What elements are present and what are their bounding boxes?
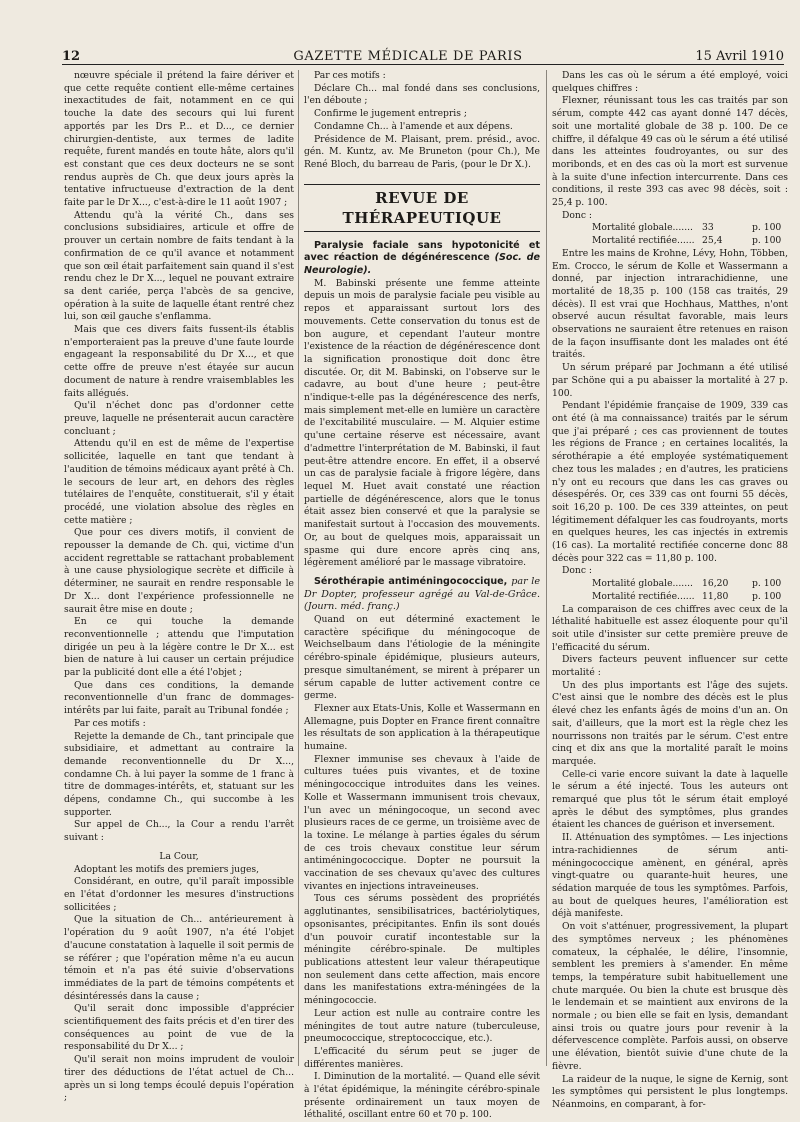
paragraph: Attendu qu'à la vérité Ch., dans ses conclusions subsidiaires, articule et offre de prouver un certain nombre de faits tendant à la confirmation de ce qu'il avance et notamment que son œil était parfaitement sain quand il s'est rendu chez le Dr X..., lequel ne pouvant extraire sa dent cariée, perça l'abcès de sa gencive, opération à la suite de laquelle étant rentré chez lui, son œil gauche s'enflamma.	[64, 209, 294, 323]
paragraph: Qu'il n'échet donc pas d'ordonner cette preuve, laquelle ne présenterait aucun caractère concluant ;	[64, 400, 294, 437]
paragraph: Considérant, en outre, qu'il paraît impossible en l'état d'ordonner les mesures d'instructions sollicitées ;	[64, 876, 294, 913]
paragraph: nœuvre spéciale il prétend la faire dériver et que cette requête contient elle-même certaines inexactitudes de fait, notamment en ce qui touche la date des secours qui lui furent apportés par les Drs P... et D..., ce dernier chirurgien-dentiste, aux termes de ladite requête, furent mandés en toute hâte, alors qu'il est constant que ces deux docteurs ne se sont rendus auprès de Ch. que deux jours après la tentative infructueuse d'extraction de la dent faite par le Dr X..., c'est-à-dire le 11 août 1907 ;	[64, 70, 294, 209]
paragraph: M. Babinski présente une femme atteinte depuis un mois de paralysie faciale peu visible au repos et apparaissant surtout lors des mouvements. Cette conservation du tonus est de bon augure, et cependant l'auteur montre l'existence de la réaction de dégénérescence dont la signification pronostique doit donc être discutée. Or, dit M. Babinski, on l'observe sur le cadavre, au bout d'une heure ; peut-être n'indique-t-elle pas la dégénérescence des nerfs, mais simplement met-elle en lumière un caractère de l'excitabilité musculaire. — M. Alquier estime qu'une certaine réserve est nécessaire, avant d'admettre l'interprétation de M. Babinski, il faut peut-être attendre encore. En effet, il a observé un cas de paralysie faciale à frigore légère, dans lequel M. Huet avait constaté une réaction partielle de dégénérescence, alors que le tonus était assez bien conservé et que la paralysie se manifestait surtout à l'occasion des mouvements. Or, au bout de quelques mois, apparaissait un spasme qui dure encore après cinq ans, légèrement amélioré par le massage vibratoire.	[304, 277, 540, 569]
section-title: REVUE DE THÉRAPEUTIQUE	[304, 184, 540, 232]
column-divider	[546, 70, 547, 1066]
stat-label: Mortalité rectifiée......	[592, 235, 695, 247]
paragraph: Dans les cas où le sérum a été employé, voici quelques chiffres :	[552, 70, 788, 94]
stat-row	[552, 222, 788, 235]
article-body	[304, 614, 540, 1122]
paragraph: Présidence de M. Plaisant, prem. présid., avoc. gén. M. Kuntz, av. Me Bruneton (pour Ch.), Me René Bloch, du barreau de Paris, (pour le Dr X.).	[304, 133, 540, 170]
paragraph: Sur appel de Ch..., la Cour a rendu l'arrêt suivant :	[64, 819, 294, 844]
paragraph: Déclare Ch... mal fondé dans ses conclusions, l'en déboute ;	[304, 82, 540, 107]
article-title	[304, 576, 540, 614]
paragraph: Donc :	[562, 565, 592, 577]
column-2	[304, 70, 540, 1122]
column-divider	[298, 70, 299, 1066]
paragraph: Condamne Ch... à l'amende et aux dépens.	[314, 120, 513, 132]
stats-table	[552, 222, 788, 247]
paragraph: Un des plus importants est l'âge des sujets. C'est ainsi que le nombre des décès est le plus élevé chez les enfants âgés de moins d'un an. On sait, d'ailleurs, que la mort est la règle chez les nourrissons non traités par le sérum. C'est entre cinq et dix ans que la mortalité paraît le moins marquée.	[552, 679, 788, 767]
paragraph: Par ces motifs :	[74, 717, 146, 729]
stat-value: 11,80	[702, 590, 729, 602]
stats-table	[552, 578, 788, 603]
paragraph: La Cour,	[159, 850, 199, 862]
paragraph: Que la situation de Ch... antérieurement à l'opération du 9 août 1907, n'a été l'objet d'aucune constatation à laquelle il soit permis de se référer ; que l'opération même n'a eu aucun témoin et n'a pas été suivie d'observations immédiates de la part de témoins compétents et désintéressés dans la cause ;	[64, 914, 294, 1002]
stat-unit: p. 100	[752, 235, 782, 247]
paragraph: Flexner, réunissant tous les cas traités par son sérum, compte 442 cas ayant donné 147 décès, soit une mortalité globale de 38 p. 100. De ce chiffre, il défalque 49 cas où le sérum a été utilisé dans les atteintes foudroyantes, ou sur des moribonds, et en des cas où la mort est survenue à la suite d'une infection intercurrente. Dans ces conditions, il reste 393 cas avec 98 décès, soit : 25,4 p. 100.	[552, 95, 788, 209]
paragraph: Flexner aux Etats-Unis, Kolle et Wassermann en Allemagne, puis Dopter en France firent connaître les résultats de son application à la thérapeutique humaine.	[304, 702, 540, 753]
paragraph: En ce qui touche la demande reconventionnelle ; attendu que l'imputation dirigée un peu à la légère contre le Dr X... est bien de nature à lui causer un certain préjudice par la publicité dont elle a été l'objet ;	[64, 616, 294, 679]
stat-value: 25,4	[702, 235, 723, 247]
paragraph: Mais que ces divers faits fussent-ils établis n'emporteraient pas la preuve d'une faute lourde engageant la responsabilité du Dr X..., et que cette offre de preuve n'est étayée sur aucun document de nature à rendre vraisemblables les faits allégués.	[64, 324, 294, 399]
stat-row	[552, 591, 788, 604]
paragraph: Tous ces sérums possèdent des propriétés agglutinantes, sensibilisatrices, bactériolytiques, opsonisantes, précipitantes. Enfin ils sont doués d'un pouvoir curatif incontestable sur la méningite cérébro-spinale. De multiples publications attestent leur valeur thérapeutique non seulement dans cette affection, mais encore dans les manifestations extra-méningées de la méningococcie.	[304, 893, 540, 1007]
stat-label: Mortalité globale.......	[592, 578, 693, 590]
stat-unit: p. 100	[752, 590, 782, 602]
article-title-text: Paralysie faciale sans hypotonicité et avec réaction de dégénérescence	[304, 239, 540, 264]
paragraph: Pendant l'épidémie française de 1909, 339 cas ont été (à ma connaissance) traités par le sérum que j'ai préparé ; ces cas proviennent de toutes les régions de France ; en certaines localités, la sérothérapie a été employée systématiquement chez tous les malades ; en d'autres, les praticiens n'y ont eu recours que dans les cas graves ou désespérés. Or, ces 339 cas ont fourni 55 décès, soit 16,20 p. 100. De ces 339 atteintes, on peut légitimement défalquer les cas foudroyants, morts en quelques heures, les cas injectés in extremis (16 cas). La mortalité rectifiée concerne donc 88 décès pour 322 cas = 11,80 p. 100.	[552, 400, 788, 564]
article-source: (Soc. de Neurologie).	[304, 252, 540, 277]
paragraph: Que dans ces conditions, la demande reconventionnelle d'un franc de dommages-intérêts par lui faite, paraît au Tribunal fondée ;	[64, 679, 294, 717]
paragraph: La raideur de la nuque, le signe de Kernig, sont les symptômes qui persistent le plus longtemps. Néanmoins, en comparant, à for-	[552, 1073, 788, 1110]
paragraph: Leur action est nulle au contraire contre les méningites de tout autre nature (tuberculeuse, pneumococcique, streptococcique, etc.).	[304, 1007, 540, 1045]
stat-unit: p. 100	[752, 578, 782, 590]
paragraph-group	[552, 604, 788, 1112]
article-title-text: Sérothérapie antiméningococcique,	[314, 575, 508, 587]
paragraph: Quand on eut déterminé exactement le caractère spécifique du méningocoque de Weichselbaum dans l'étiologie de la méningite cérébro-spinale épidémique, plusieurs auteurs, presque simultanément, se mirent à préparer un sérum capable de lutter activement contre ce germe.	[304, 614, 540, 702]
paragraph: Flexner immunise ses chevaux à l'aide de cultures tuées puis vivantes, et de toxine méningococcique introduites dans les veines. Kolle et Wassermann immunisent trois chevaux, l'un avec un méningocoque, un second avec plusieurs races de ce germe, un troisième avec de la toxine. Le mélange à parties égales du sérum de ces trois chevaux constitue leur sérum antiméningococcique. Dopter ne poursuit la vaccination de ses chevaux qu'avec des cultures vivantes en injections intraveineuses.	[304, 753, 540, 892]
column-3	[552, 70, 788, 1112]
paragraph-group	[552, 70, 788, 222]
paragraph: Un sérum préparé par Jochmann a été utilisé par Schöne qui a pu abaisser la mortalité à 27 p. 100.	[552, 362, 788, 399]
paragraph: Entre les mains de Krohne, Lévy, Hohn, Többen, Em. Crocco, le sérum de Kolle et Wassermann a donné, par injection intrarachidienne, une mortalité de 18,35 p. 100 (158 cas traités, 29 décès). Il est vrai que Hochhaus, Matthes, n'ont observé aucun résultat favorable, mais leurs observations ne sauraient être retenues en raison de la façon insuffisante dont les malades ont été traités.	[552, 247, 788, 361]
issue-date: 15 Avril 1910	[695, 49, 784, 64]
paragraph: Donc :	[562, 209, 592, 221]
court-ruling-conclusion	[304, 70, 540, 172]
paragraph: I. Diminution de la mortalité. — Quand elle sévit à l'état épidémique, la méningite cérébro-spinale présente ordinairement un taux moyen de léthalité, oscillant entre 60 et 70 p. 100.	[304, 1071, 540, 1121]
paragraph: Divers facteurs peuvent influencer sur cette mortalité :	[552, 654, 788, 679]
paragraph: Adoptant les motifs des premiers juges,	[74, 863, 260, 875]
stat-row	[552, 235, 788, 248]
paragraph: Par ces motifs :	[314, 70, 386, 81]
paragraph: II. Atténuation des symptômes. — Les injections intra-rachidiennes de sérum anti-méningococcique amènent, en général, après vingt-quatre ou quarante-huit heures, une sédation marquée de tous les symptômes. Parfois, au bout de quelques heures, l'amélioration est déjà manifeste.	[552, 832, 788, 920]
column-1	[64, 70, 294, 1105]
paragraph: Qu'il serait donc impossible d'apprécier scientifiquement des faits précis et d'en tirer des conséquences au point de vue de la responsabilité du Dr X... ;	[64, 1003, 294, 1053]
paragraph: Confirme le jugement entrepris ;	[314, 108, 467, 120]
paragraph: La comparaison de ces chiffres avec ceux de la léthalité habituelle est assez éloquente pour qu'il soit utile d'insister sur cette première preuve de l'efficacité du sérum.	[552, 603, 788, 653]
stat-unit: p. 100	[752, 222, 782, 234]
page-header	[62, 40, 784, 65]
paragraph: Que pour ces divers motifs, il convient de repousser la demande de Ch. qui, victime d'un accident regrettable se rattachant probablement à une cause physiologique secrète et difficile à déterminer, ne saurait en rendre responsable le Dr X... dont l'expérience professionnelle ne saurait être mise en doute ;	[64, 527, 294, 615]
paragraph: Celle-ci varie encore suivant la date à laquelle le sérum a été injecté. Tous les auteurs ont remarqué que plus tôt le sérum était employé après le début des symptômes, plus grandes étaient les chances de guérison et inversement.	[552, 768, 788, 831]
article-body	[304, 278, 540, 570]
paragraph-group	[552, 248, 788, 578]
article-title	[304, 240, 540, 278]
stat-value: 33	[702, 222, 714, 234]
paragraph: Rejette la demande de Ch., tant principale que subsidiaire, et admettant au contraire la demande reconventionnelle du Dr X..., condamne Ch. à lui payer la somme de 1 franc à titre de dommages-intérêts, et, statuant sur les dépens, condamne Ch., qui succombe à les supporter.	[64, 730, 294, 818]
paragraph: On voit s'atténuer, progressivement, la plupart des symptômes nerveux ; les phénomènes comateux, la céphalée, le délire, l'insomnie, semblent les premiers à s'amender. En même temps, la température subit habituellement une chute marquée. Ou bien la chute est brusque dès le lendemain et se maintient aux environs de la normale ; ou bien elle se fait en lysis, demandant ainsi trois ou quatre jours pour revenir à la défervescence complète. Parfois aussi, on observe une élévation, bientôt suivie d'une chute de la fièvre.	[552, 921, 788, 1072]
stat-value: 16,20	[702, 578, 729, 590]
paragraph: Attendu qu'il en est de même de l'expertise sollicitée, laquelle en tant que tendant à l'audition de témoins médicaux ayant prêté à Ch. le secours de leur art, en dehors des règles tutélaires de l'enquête, constituerait, s'il y était procédé, une violation absolue des règles en cette matière ;	[64, 438, 294, 526]
stat-row	[552, 578, 788, 591]
page-number: 12	[62, 49, 81, 64]
stat-label: Mortalité globale.......	[592, 222, 693, 234]
paragraph: L'efficacité du sérum peut se juger de différentes manières.	[304, 1045, 540, 1070]
article-author: par le Dr Dopter, professeur agrégé au Val-de-Grâce. (Journ. méd. franç.)	[304, 575, 541, 613]
journal-title: GAZETTE MÉDICALE DE PARIS	[293, 49, 523, 64]
paragraph: Qu'il serait non moins imprudent de vouloir tirer des déductions de l'état actuel de Ch... après un si long temps écoulé depuis l'opération ;	[64, 1054, 294, 1104]
stat-label: Mortalité rectifiée......	[592, 590, 695, 602]
